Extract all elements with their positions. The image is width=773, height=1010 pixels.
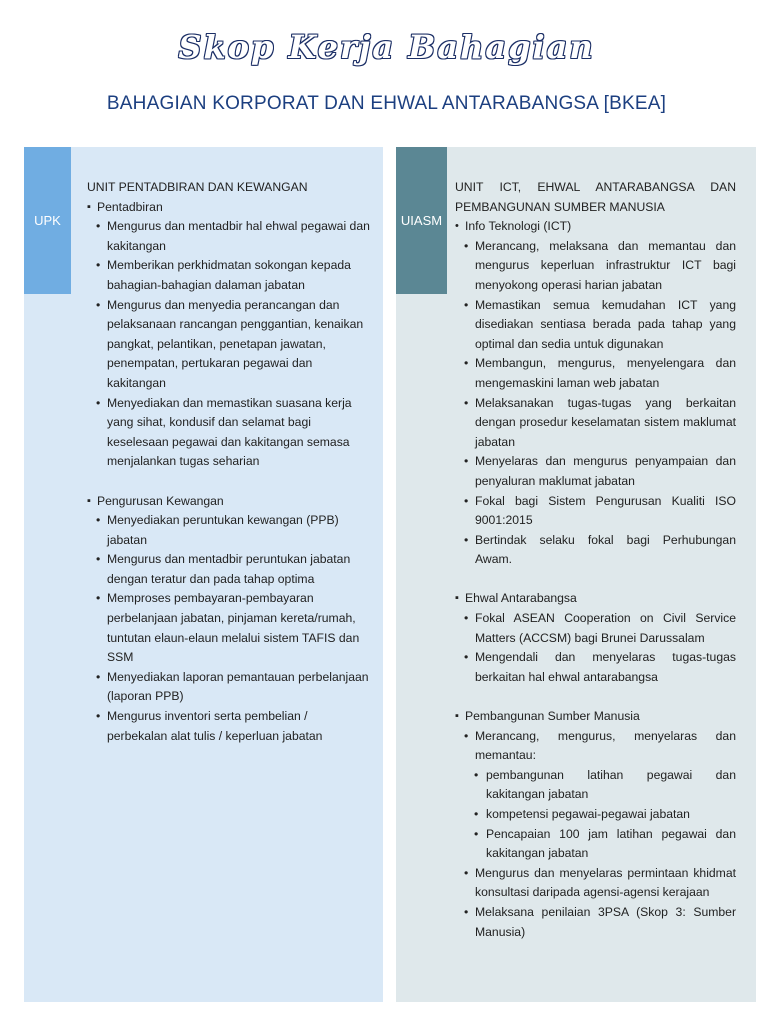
uiasm-tag: UIASM bbox=[396, 147, 447, 294]
section-heading: ▪ Pentadbiran bbox=[87, 198, 370, 218]
uiasm-panel bbox=[396, 147, 756, 1002]
unit-title: UNIT PENTADBIRAN DAN KEWANGAN bbox=[87, 180, 308, 194]
list-item: • Merancang, melaksana dan memantau dan mengurus keperluan infrastruktur ICT bagi menyokong operasi harian jabatan bbox=[455, 237, 736, 296]
upk-tag: UPK bbox=[24, 147, 71, 294]
section-heading: ▪ Ehwal Antarabangsa bbox=[455, 589, 736, 609]
upk-content bbox=[87, 178, 370, 746]
ict-list bbox=[455, 237, 736, 570]
section-heading: ▪ Pengurusan Kewangan bbox=[87, 492, 370, 512]
list-item: • Memastikan semua kemudahan ICT yang disediakan sentiasa berada pada tahap yang optimal dan sedia untuk digunakan bbox=[455, 296, 736, 355]
list-item: • Mengurus dan menyelaras permintaan khidmat konsultasi daripada agensi-agensi kerajaan bbox=[455, 864, 736, 903]
list-item: • Bertindak selaku fokal bagi Perhubungan Awam. bbox=[455, 531, 736, 570]
list-item: • Mengurus dan mentadbir peruntukan jabatan dengan teratur dan pada tahap optima bbox=[87, 550, 370, 589]
list-item: • Mengurus dan mentadbir hal ehwal pegawai dan kakitangan bbox=[87, 217, 370, 256]
list-item: • Mengurus dan menyedia perancangan dan pelaksanaan rancangan penggantian, kenaikan pangkat, pelantikan, penetapan jawatan, penempatan, pertukaran pegawai dan kakitangan bbox=[87, 296, 370, 394]
list-item: • Memproses pembayaran-pembayaran perbelanjaan jabatan, pinjaman kereta/rumah, tuntutan elaun-elaun melalui sistem TAFIS dan SSM bbox=[87, 589, 370, 667]
division-subtitle: BAHAGIAN KORPORAT DAN EHWAL ANTARABANGSA [BKEA] bbox=[106, 93, 667, 114]
sub-list-item: • kompetensi pegawai-pegawai jabatan bbox=[455, 805, 736, 825]
list-item: • Memberikan perkhidmatan sokongan kepada bahagian-bahagian dalaman jabatan bbox=[87, 256, 370, 295]
list-item: • Fokal ASEAN Cooperation on Civil Service Matters (ACCSM) bagi Brunei Darussalam bbox=[455, 609, 736, 648]
pentadbiran-list bbox=[87, 217, 370, 472]
sub-list-item: • pembangunan latihan pegawai dan kakitangan jabatan bbox=[455, 766, 736, 805]
unit-title: UNIT ICT, EHWAL ANTARABANGSA DAN PEMBANGUNAN SUMBER MANUSIA bbox=[455, 180, 736, 214]
section-heading: • Info Teknologi (ICT) bbox=[455, 217, 736, 237]
list-item: • Mengurus inventori serta pembelian / perbekalan alat tulis / keperluan jabatan bbox=[87, 707, 370, 746]
list-item: • Melaksanakan tugas-tugas yang berkaitan dengan prosedur keselamatan sistem maklumat jabatan bbox=[455, 394, 736, 453]
section-heading: ▪ Pembangunan Sumber Manusia bbox=[455, 707, 736, 727]
list-item: • Merancang, mengurus, menyelaras dan memantau: bbox=[455, 727, 736, 766]
list-item: • Menyediakan peruntukan kewangan (PPB) jabatan bbox=[87, 511, 370, 550]
list-item: • Mengendali dan menyelaras tugas-tugas berkaitan hal ehwal antarabangsa bbox=[455, 648, 736, 687]
page-title: Skop Kerja Bahagian bbox=[178, 28, 595, 66]
list-item: • Menyediakan laporan pemantauan perbelanjaan (laporan PPB) bbox=[87, 668, 370, 707]
list-item: • Menyelaras dan mengurus penyampaian dan penyaluran maklumat jabatan bbox=[455, 452, 736, 491]
psm-list bbox=[455, 727, 736, 943]
upk-panel bbox=[24, 147, 383, 1002]
kewangan-list bbox=[87, 511, 370, 746]
list-item: • Membangun, mengurus, menyelengara dan mengemaskini laman web jabatan bbox=[455, 354, 736, 393]
sub-list-item: • Pencapaian 100 jam latihan pegawai dan kakitangan jabatan bbox=[455, 825, 736, 864]
list-item: • Menyediakan dan memastikan suasana kerja yang sihat, kondusif dan selamat bagi keselesaan pegawai dan kakitangan semasa menjalankan tugas seharian bbox=[87, 394, 370, 472]
uiasm-content bbox=[455, 178, 736, 942]
list-item: • Melaksana penilaian 3PSA (Skop 3: Sumber Manusia) bbox=[455, 903, 736, 942]
list-item: • Fokal bagi Sistem Pengurusan Kualiti ISO 9001:2015 bbox=[455, 492, 736, 531]
ehwal-list bbox=[455, 609, 736, 687]
